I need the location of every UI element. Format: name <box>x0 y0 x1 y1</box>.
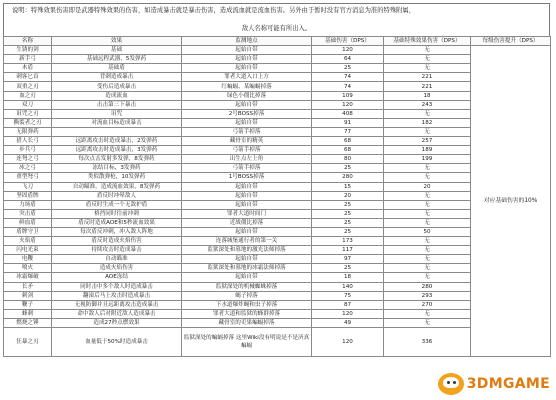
table-row <box>4 291 551 300</box>
cell-base-damage: 408 <box>312 109 384 118</box>
table-row <box>4 100 551 109</box>
cell-name: 盾牌守卫 <box>4 227 52 236</box>
table-row <box>4 173 551 182</box>
cell-name: 新手弓 <box>4 55 52 64</box>
cell-location: 起始自带 <box>182 118 312 127</box>
cell-special-damage: 199 <box>384 155 471 164</box>
cell-special-damage: 221 <box>384 82 471 91</box>
cell-effect: 诅咒 <box>52 109 182 118</box>
cell-location: 连落城堡通行者的第一关 <box>182 237 312 246</box>
cell-base-damage: 25 <box>312 227 384 236</box>
cell-special-damage: 50 <box>384 227 471 236</box>
cell-base-damage: 109 <box>312 91 384 100</box>
table-row <box>4 328 551 357</box>
cell-name: 飞刀 <box>4 182 52 191</box>
cell-location: 绿色小僵比掉落 <box>182 91 312 100</box>
cell-special-damage: 257 <box>384 137 471 146</box>
cell-location: 监狱深处和墓地的冰霜法师掉落 <box>182 264 312 273</box>
cell-base-damage: 120 <box>312 328 384 357</box>
table-row <box>4 109 551 118</box>
cell-special-damage: 无 <box>384 46 471 55</box>
cell-special-damage: 无 <box>384 237 471 246</box>
cell-base-damage: 64 <box>312 55 384 64</box>
cell-name: 双刀 <box>4 100 52 109</box>
cell-name: 猎人长弓 <box>4 137 52 146</box>
cell-effect: 造成流血 <box>52 91 182 100</box>
cell-effect: 持续攻击时造成暴击 <box>52 246 182 255</box>
table-row <box>4 164 551 173</box>
cell-effect: 每次点击发射多发弹，8发弹药 <box>52 155 182 164</box>
cell-effect: 受伤后造成暴击 <box>52 82 182 91</box>
cell-base-damage: 68 <box>312 146 384 155</box>
cell-base-damage: 15 <box>312 182 384 191</box>
cell-base-damage: 25 <box>312 164 384 173</box>
header-special-damage: 基础特殊效果伤害（DPS） <box>384 37 471 46</box>
note-line-1: 说明：特殊效果伤害即是武器特殊效果的伤害，如造成暴击就是暴击伤害，造成流血就是流血伤害。另外由于暂时没有官方消息为准的特殊附属， <box>12 7 415 14</box>
cell-base-damage: 120 <box>312 309 384 318</box>
cell-base-damage: 77 <box>312 127 384 136</box>
cell-effect: 基础 <box>52 46 182 55</box>
cell-location: 起始自带 <box>182 191 312 200</box>
cell-effect: 自动瞄准，造成流血效果，8发弹药 <box>52 182 182 191</box>
table-row <box>4 309 551 318</box>
cell-base-damage: 25 <box>312 209 384 218</box>
cell-location: 监狱深处的蝙蝠掉落 这里Wiki没有明说是不是济真蝙蝠 <box>182 328 312 357</box>
cell-effect: 自动瞄准 <box>52 255 182 264</box>
table-row <box>4 264 551 273</box>
cell-special-damage: 无 <box>384 173 471 182</box>
cell-name: 突击盾 <box>4 209 52 218</box>
cell-location: 弓箭手掉落 <box>182 127 312 136</box>
cell-name: 火焰盾 <box>4 237 52 246</box>
cell-name: 鲜血盾 <box>4 218 52 227</box>
table-row <box>4 200 551 209</box>
header-base-damage: 基础伤害（DPS） <box>312 37 384 46</box>
cell-name: 刺剑 <box>4 291 52 300</box>
cell-location: 监狱深处的机械蜘蛛掉落 <box>182 282 312 291</box>
cell-base-damage: 18 <box>312 273 384 282</box>
cell-base-damage: 20 <box>312 191 384 200</box>
cell-special-damage: 无 <box>384 246 471 255</box>
table-row <box>4 55 551 64</box>
cell-location: 起始自带 <box>182 64 312 73</box>
cell-base-damage: 25 <box>312 218 384 227</box>
cell-base-damage: 74 <box>312 73 384 82</box>
note-line-3: 敌人名称可能有所出入。 <box>241 25 312 32</box>
cell-special-damage: 无 <box>384 273 471 282</box>
cell-location: 起始自带 <box>182 182 312 191</box>
mascot-logo-icon <box>438 373 464 395</box>
table-row <box>4 282 551 291</box>
cell-name: 步兵弓 <box>4 146 52 155</box>
cell-name: 电鞭 <box>4 255 52 264</box>
cell-location: 弓箭手掉落 <box>182 146 312 155</box>
cell-special-damage: 无 <box>384 64 471 73</box>
cell-location: 起始自带 <box>182 55 312 64</box>
cell-name: 无限弹药 <box>4 127 52 136</box>
cell-name: 冰霜爆破 <box>4 273 52 282</box>
cell-special-damage: 无 <box>384 127 471 136</box>
table-row <box>4 146 551 155</box>
cell-effect: 命中敌人后对附近敌人造成暴击 <box>52 309 182 318</box>
cell-special-damage: 无 <box>384 218 471 227</box>
cell-special-damage: 无 <box>384 209 471 218</box>
table-row <box>4 209 551 218</box>
table-row <box>4 46 551 55</box>
table-row <box>4 227 551 236</box>
cell-effect: 类似散弹枪，10发弹药 <box>52 173 182 182</box>
cell-location: 蝎子掉落 <box>182 291 312 300</box>
cell-name: 燃烧之锤 <box>4 318 52 327</box>
cell-base-damage: 25 <box>312 264 384 273</box>
table-row <box>4 318 551 327</box>
cell-name: 狂暴之刃 <box>4 328 52 357</box>
cell-base-damage: 173 <box>312 237 384 246</box>
cell-base-damage: 75 <box>312 291 384 300</box>
cell-name: 血之刃 <box>4 91 52 100</box>
cell-special-damage: 无 <box>384 309 471 318</box>
table-row <box>4 255 551 264</box>
cell-effect: 每次盾反冲刺，冲入敌人阵地 <box>52 227 182 236</box>
cell-effect: 同时击中多个敌人时造成暴击 <box>52 282 182 291</box>
table-body <box>4 46 551 357</box>
cell-effect: 远距离攻击时造成暴击，3发弹药 <box>52 146 182 155</box>
cell-effect: 对流血目标造成暴击 <box>52 118 182 127</box>
cell-location: 1号BOSS掉落 <box>182 173 312 182</box>
watermark-text-b: GAME <box>502 376 550 392</box>
table-row <box>4 64 551 73</box>
note-box <box>3 3 550 36</box>
cell-effect: 基础盾 <box>52 64 182 73</box>
table-row <box>4 137 551 146</box>
table-row <box>4 218 551 227</box>
cell-base-damage: 25 <box>312 200 384 209</box>
cell-location: 罪者大道和监狱的蜂群掉落 <box>182 309 312 318</box>
table-row <box>4 91 551 100</box>
watermark-text-a: 3DM <box>466 376 503 392</box>
cell-name: 力场盾 <box>4 200 52 209</box>
cell-location: 起始自带 <box>182 227 312 236</box>
cell-location: 罪者大道入口上方 <box>182 73 312 82</box>
cell-location: 起始自带 <box>182 46 312 55</box>
table-row <box>4 191 551 200</box>
cell-level-increase-merged: 对应基础伤害的10% <box>471 46 551 357</box>
cell-effect <box>52 127 182 136</box>
cell-effect: 击击第三下暴击 <box>52 100 182 109</box>
cell-name: 重型弩弓 <box>4 173 52 182</box>
cell-special-damage: 无 <box>384 255 471 264</box>
cell-effect: AOE冻结 <box>52 273 182 282</box>
cell-base-damage: 280 <box>312 173 384 182</box>
header-effect: 效果 <box>52 37 182 46</box>
table-row <box>4 273 551 282</box>
cell-effect: 盾反时生成一个无敌护盾 <box>52 200 182 209</box>
cell-base-damage: 120 <box>312 100 384 109</box>
weapon-table <box>3 36 551 357</box>
cell-special-damage: 无 <box>384 264 471 273</box>
cell-special-damage: 无 <box>384 164 471 173</box>
cell-name: 闪电光束 <box>4 246 52 255</box>
cell-location: 出生点左上角 <box>182 155 312 164</box>
table-row <box>4 182 551 191</box>
cell-effect: 远距离攻击时造成暴击，2发弹药 <box>52 137 182 146</box>
cell-effect: 盾反时冲晕敌人 <box>52 191 182 200</box>
cell-effect: 造成火焰伤害 <box>52 264 182 273</box>
header-location: 监测地点 <box>182 37 312 46</box>
cell-special-damage: 无 <box>384 55 471 64</box>
cell-location: 藏骨室的精英 <box>182 137 312 146</box>
cell-base-damage: 120 <box>312 46 384 55</box>
cell-special-damage: 无 <box>384 191 471 200</box>
table-row <box>4 300 551 309</box>
cell-name: 双重之刃 <box>4 82 52 91</box>
cell-location: 监狱深处和墓地的激光法师掉落 <box>182 246 312 255</box>
cell-special-damage: 293 <box>384 291 471 300</box>
cell-location: 起始自带 <box>182 255 312 264</box>
table-row <box>4 237 551 246</box>
cell-location: 下水道爆炸蝇和虫子掉落 <box>182 300 312 309</box>
cell-special-damage: 18 <box>384 91 471 100</box>
cell-effect: 基础远程武器，5发弹药 <box>52 55 182 64</box>
cell-name: 木盾 <box>4 64 52 73</box>
cell-effect: 格挡同时往前冲刺 <box>52 209 182 218</box>
cell-effect: 盾反时造成火焰伤害 <box>52 237 182 246</box>
header-name: 名称 <box>4 37 52 46</box>
cell-special-damage: 336 <box>384 328 471 357</box>
cell-location: 红蝙蝠、某蝙蝠掉落 <box>182 82 312 91</box>
cell-name: 刺客匕首 <box>4 73 52 82</box>
cell-name: 诅咒之刃 <box>4 109 52 118</box>
cell-location: 近战僵比掉落 <box>182 218 312 227</box>
cell-name: 撕裂者之刃 <box>4 118 52 127</box>
cell-location: 藏骨室的吏果蝙蝠掉落 <box>182 318 312 327</box>
cell-special-damage: 182 <box>384 118 471 127</box>
cell-special-damage: 221 <box>384 73 471 82</box>
table-row <box>4 118 551 127</box>
cell-location: 弓箭手掉落 <box>182 164 312 173</box>
cell-special-damage: 无 <box>384 109 471 118</box>
cell-base-damage: 25 <box>312 64 384 73</box>
cell-effect: 背刺造成暴击 <box>52 73 182 82</box>
header-level-increase: 每级伤害提升（DPS） <box>471 37 551 46</box>
cell-base-damage: 97 <box>312 255 384 264</box>
watermark <box>438 373 550 395</box>
cell-name: 长矛 <box>4 282 52 291</box>
cell-special-damage: 243 <box>384 100 471 109</box>
cell-name: 冰之弓 <box>4 164 52 173</box>
cell-effect: 无视防御并且远距离攻击造成暴击 <box>52 300 182 309</box>
cell-name: 鞭子 <box>4 300 52 309</box>
cell-base-damage: 68 <box>312 137 384 146</box>
cell-special-damage: 20 <box>384 182 471 191</box>
cell-name: 生锈的剑 <box>4 46 52 55</box>
cell-special-damage: 189 <box>384 146 471 155</box>
cell-effect: 盾反时造成AOE和5秒流血效果 <box>52 218 182 227</box>
cell-base-damage: 80 <box>312 155 384 164</box>
cell-special-damage: 无 <box>384 200 471 209</box>
cell-base-damage: 117 <box>312 246 384 255</box>
table-row <box>4 73 551 82</box>
cell-location: 起始自带 <box>182 273 312 282</box>
cell-effect: 造成27秒点燃效果 <box>52 318 182 327</box>
cell-name: 坚固盾牌 <box>4 191 52 200</box>
cell-effect: 冻结目标，3发弹药 <box>52 164 182 173</box>
cell-name: 喷火 <box>4 264 52 273</box>
data-sheet <box>3 3 550 357</box>
table-row <box>4 246 551 255</box>
cell-base-damage: 74 <box>312 82 384 91</box>
cell-name: 连弩之弓 <box>4 155 52 164</box>
table-row <box>4 127 551 136</box>
cell-special-damage: 270 <box>384 300 471 309</box>
cell-base-damage: 49 <box>312 318 384 327</box>
cell-base-damage: 140 <box>312 282 384 291</box>
cell-location: 罪者大道时间门 <box>182 209 312 218</box>
cell-base-damage: 91 <box>312 118 384 127</box>
cell-special-damage: 280 <box>384 282 471 291</box>
table-header-row <box>4 37 551 46</box>
cell-location: 起始自带 <box>182 100 312 109</box>
table-row <box>4 82 551 91</box>
cell-location: 2号BOSS掉落 <box>182 109 312 118</box>
cell-base-damage: 87 <box>312 300 384 309</box>
cell-effect: 血量低于50%时造成暴击 <box>52 328 182 357</box>
table-row <box>4 155 551 164</box>
watermark-text <box>467 376 550 392</box>
cell-effect: 翻滚后马上攻击时造成暴击 <box>52 291 182 300</box>
cell-special-damage: 无 <box>384 318 471 327</box>
cell-location: 起始自带 <box>182 200 312 209</box>
cell-name: 蜂刺 <box>4 309 52 318</box>
